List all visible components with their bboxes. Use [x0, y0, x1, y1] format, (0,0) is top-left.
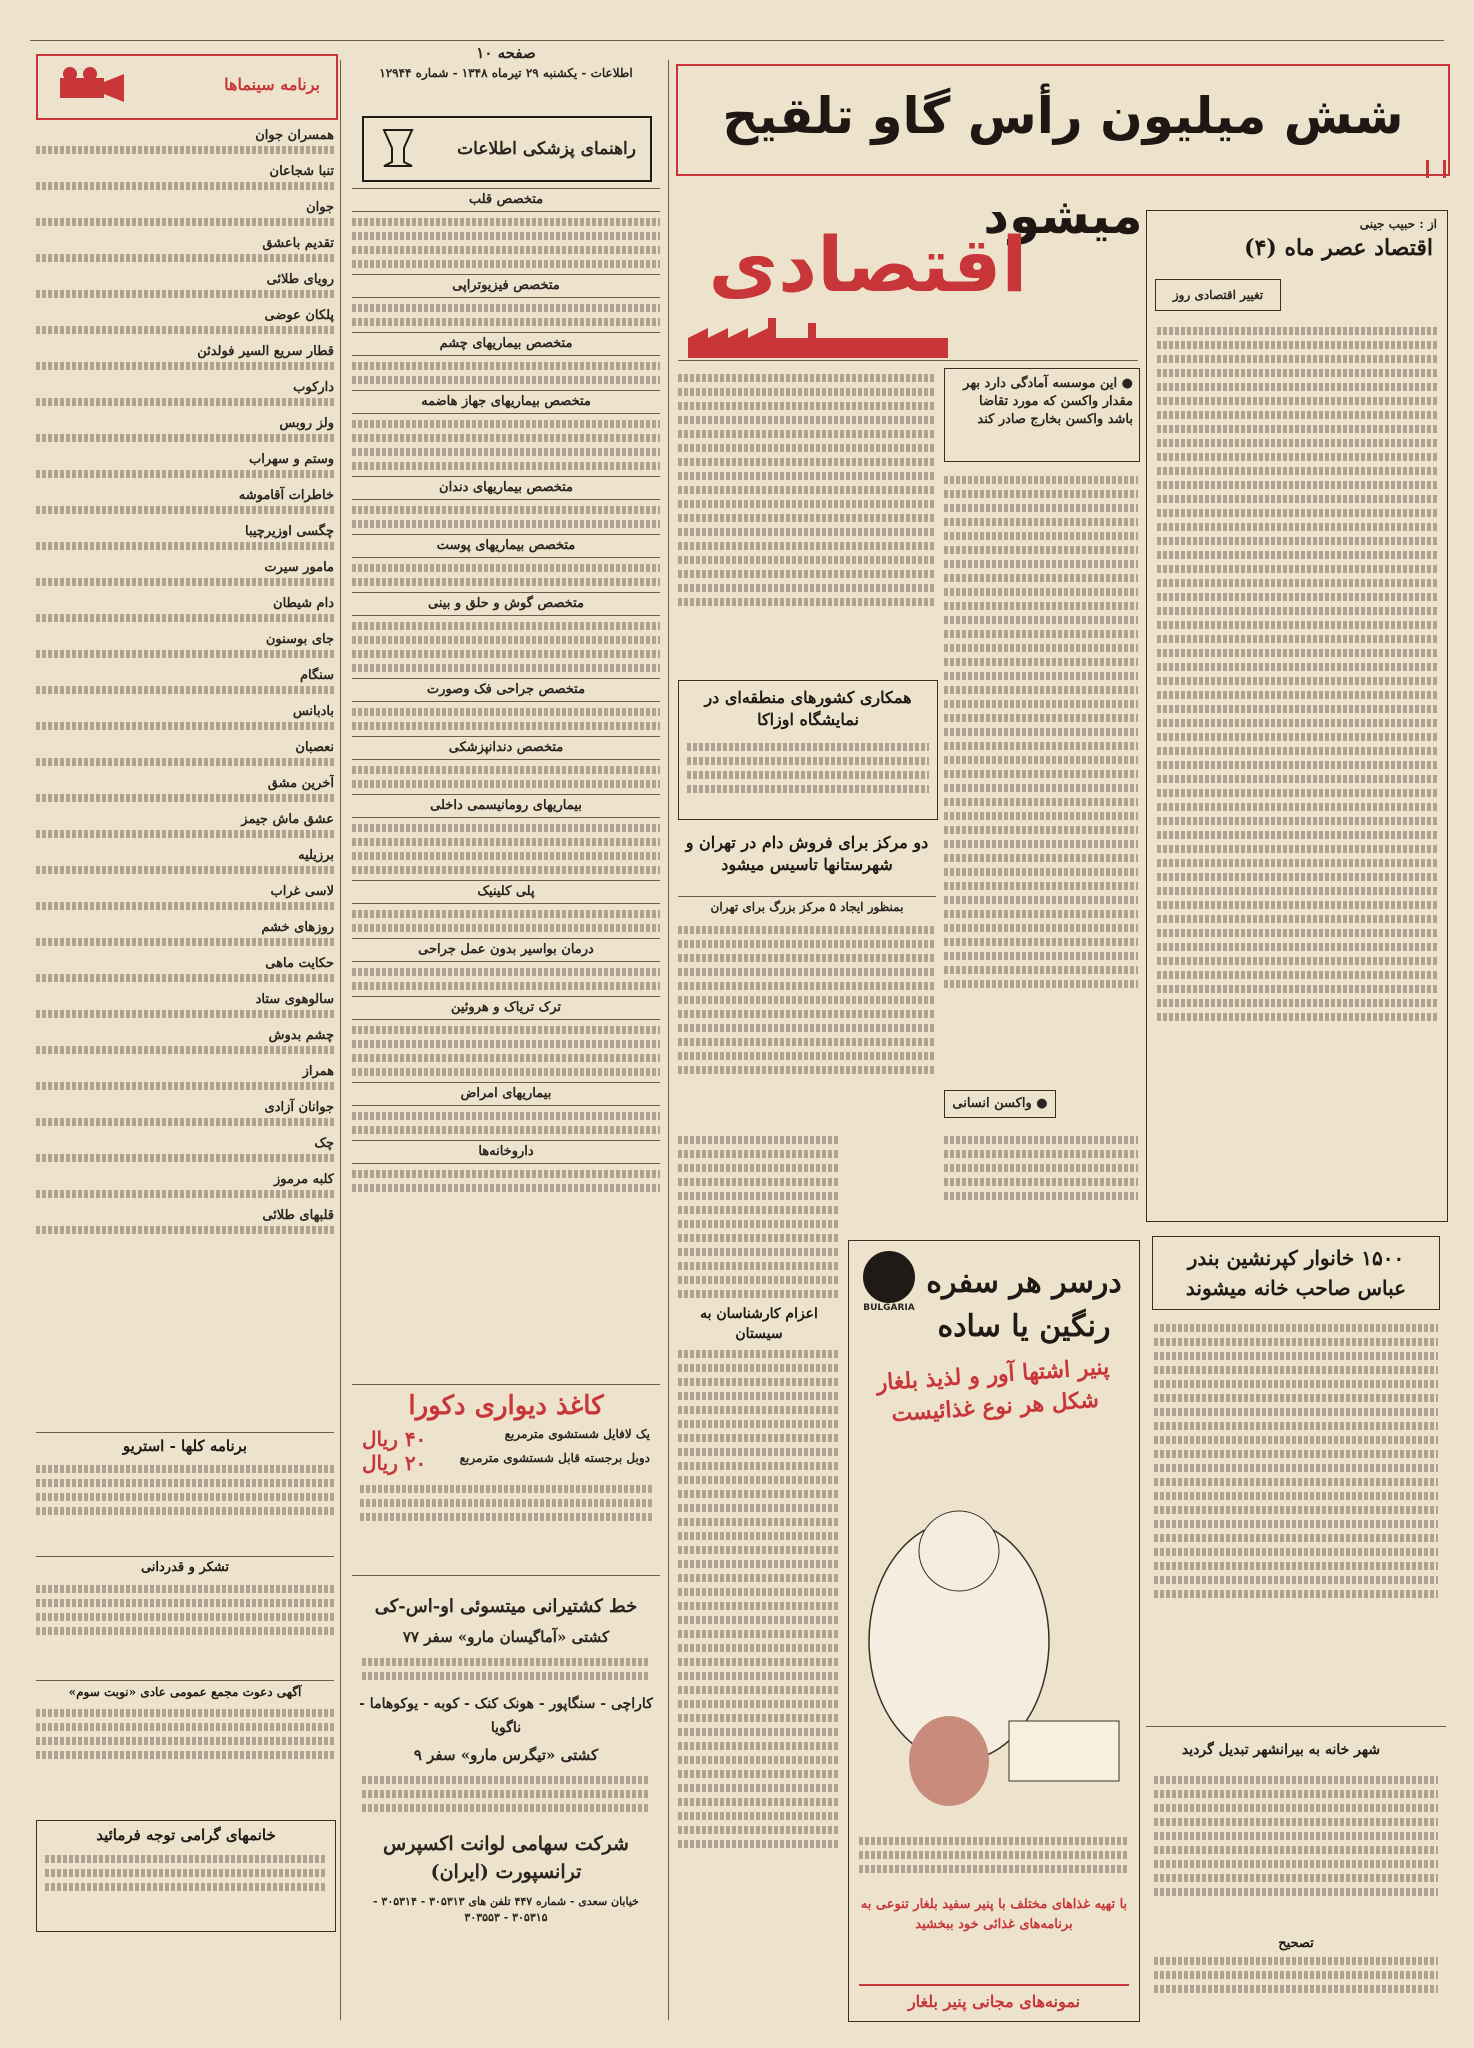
medical-category: داروخانه‌ها [352, 1140, 660, 1164]
film-row [36, 196, 334, 226]
economy-logo-text: اقتصادی [708, 220, 1028, 309]
film-title: نعصبان [295, 740, 334, 755]
medical-entry [352, 622, 660, 672]
wallpaper-line2: دوبل برجسته قابل شستشوی مترمربع [459, 1451, 650, 1465]
film-row [36, 1060, 334, 1090]
medical-category: متخصص قلب [352, 188, 660, 212]
film-row [36, 1168, 334, 1198]
cinema-logo-box [36, 54, 338, 120]
film-row [36, 1024, 334, 1054]
film-title: همسران جوان [255, 128, 334, 143]
medical-entry [352, 506, 660, 528]
medical-category-list [352, 188, 660, 1192]
film-row [36, 628, 334, 658]
medical-entry [352, 1170, 660, 1192]
film-row [36, 232, 334, 262]
housing-article [1146, 1236, 1446, 1727]
economy-logo [678, 210, 1138, 361]
uzaka-article-box [678, 680, 938, 820]
medical-category: متخصص بیماریهای جهاز هاضمه [352, 390, 660, 414]
radio-body [36, 1459, 334, 1549]
ladies-notice [36, 1820, 336, 1932]
wallpaper-row1 [352, 1427, 660, 1451]
cattle-body [678, 920, 936, 1120]
ins-article [1146, 1736, 1446, 2026]
cheese-copy [859, 1831, 1129, 1891]
cinema-listing [36, 124, 334, 1424]
shipping-body1 [352, 1652, 660, 1692]
medical-entry [352, 824, 660, 874]
medical-category: متخصص بیماریهای چشم [352, 332, 660, 356]
film-title: سنگام [299, 668, 334, 683]
meeting-title: آگهی دعوت مجمع عمومی عادی «نوبت سوم» [68, 1685, 302, 1699]
ladies-title: خانمهای گرامی توجه فرمائید [96, 1826, 276, 1844]
film-row [36, 1204, 334, 1234]
film-title: روزهای خشم [261, 920, 334, 935]
film-title: چک [314, 1136, 334, 1151]
page-label: صفحه ۱۰ [476, 44, 536, 62]
film-row [36, 772, 334, 802]
film-title: جای بوسنون [265, 632, 334, 647]
film-title: جوانان آزادی [264, 1100, 334, 1115]
cheese-brand: BULGARIA [863, 1303, 915, 1313]
film-title: رویای طلائی [266, 272, 334, 287]
shipping-body2 [352, 1770, 660, 1822]
film-title: سالوهوی ستاد [255, 992, 334, 1007]
medical-category: بیماریهای رومانیسمی داخلی [352, 794, 660, 818]
film-row [36, 808, 334, 838]
film-title: پلکان عوضی [264, 308, 334, 323]
column-author: از : حبیب جینی [1359, 217, 1437, 231]
column-subtitle-box [1155, 279, 1281, 311]
housing-body [1146, 1310, 1446, 1666]
correction-body [1146, 1951, 1446, 2001]
film-title: کلبه مرموز [273, 1172, 334, 1187]
medical-entry [352, 362, 660, 384]
meeting-notice [36, 1680, 334, 1801]
film-title: عشق ماش جیمز [241, 812, 334, 827]
cattle-title: دو مرکز برای فروش دام در تهران و شهرستانها تاسیس میشود [685, 833, 929, 874]
medical-logo-box [362, 116, 652, 182]
thanks-title: تشکر و قدردانی [140, 1560, 230, 1575]
shipping-ad [352, 1592, 660, 2020]
film-row [36, 844, 334, 874]
film-row [36, 988, 334, 1018]
ship1: کشتی «آماگیسان مارو» سفر ۷۷ [402, 1628, 610, 1646]
cheese-brand-logo [859, 1251, 919, 1321]
film-row [36, 592, 334, 622]
main-headline: شش میلیون رأس گاو تلقیح میشود [722, 87, 1404, 245]
medical-entry [352, 910, 660, 932]
film-row [36, 880, 334, 910]
film-row [36, 268, 334, 298]
cattle-sub: بمنظور ایجاد ۵ مرکز بزرگ برای تهران [710, 900, 904, 914]
thanks-notice [36, 1556, 334, 1675]
wallpaper-price2: ۲۰ ریال [362, 1451, 427, 1475]
medical-entry [352, 708, 660, 730]
cattle-article-head [678, 826, 936, 897]
medical-entry [352, 1026, 660, 1076]
radio-program [36, 1432, 334, 1553]
ins-title: شهر خانه به بیرانشهر تبدیل گردید [1181, 1742, 1381, 1758]
film-title: چگسی اوزیرچیبا [245, 524, 334, 539]
film-row [36, 376, 334, 406]
radio-title: برنامه کلها - استریو [122, 1437, 248, 1455]
sheep-illustration-icon [859, 1491, 1129, 1821]
film-row [36, 484, 334, 514]
medical-entry [352, 1112, 660, 1134]
film-row [36, 520, 334, 550]
film-row [36, 736, 334, 766]
uzaka-title: همکاری کشورهای منطقه‌ای در نمایشگاه اوزاکا [704, 688, 912, 729]
issue-header [350, 44, 662, 114]
cinema-logo: برنامه سینماها [224, 75, 320, 94]
thanks-body [36, 1579, 334, 1671]
film-row [36, 556, 334, 586]
film-title: خاطرات آقاموشه [238, 488, 334, 503]
cheese-sub: با تهیه غذاهای مختلف با پنیر سفید بلغار تنوعی به برنامه‌های غذائی خود ببخشید [860, 1897, 1128, 1932]
film-row [36, 448, 334, 478]
cheese-slogan: پنیر اشتها آور و لذیذ بلغار شکل هر نوع غذائیست [875, 1353, 1111, 1428]
film-row [36, 124, 334, 154]
medical-category: متخصص جراحی فک وصورت [352, 678, 660, 702]
wallpaper-row2 [352, 1451, 660, 1475]
housing-title: ۱۵۰۰ خانوار کپرنشین بندر عباس صاحب خانه میشوند [1152, 1236, 1440, 1310]
economy-lower-col [944, 1130, 1138, 1240]
ship2: کشتی «تیگرس مارو» سفر ۹ [413, 1746, 599, 1764]
film-row [36, 412, 334, 442]
film-row [36, 304, 334, 334]
factory-icon [688, 318, 948, 358]
film-title: برزیلیه [298, 848, 334, 863]
film-title: بادبانس [292, 704, 334, 719]
medical-logo: راهنمای پزشکی اطلاعات [457, 139, 636, 159]
medical-category: متخصص گوش و حلق و بینی [352, 592, 660, 616]
uzaka-body [679, 737, 937, 797]
economy-article-col1 [944, 470, 1138, 1120]
film-row [36, 952, 334, 982]
medical-cup-icon [378, 126, 418, 170]
film-row [36, 664, 334, 694]
medical-entry [352, 968, 660, 990]
medical-entry [352, 420, 660, 470]
economy-column-box [1146, 210, 1448, 1222]
film-row [36, 916, 334, 946]
film-list [36, 124, 334, 1234]
film-title: جوان [306, 200, 334, 215]
ladies-body [37, 1849, 335, 1921]
vaccine-subhead-box [944, 1090, 1056, 1118]
kerman-title: اعزام کارشناسان به سیستان [700, 1306, 818, 1342]
cheese-footer: نمونه‌های مجانی پنیر بلغار [859, 1984, 1129, 2011]
film-row [36, 700, 334, 730]
issue-line: اطلاعات - یکشنبه ۲۹ تیرماه ۱۳۴۸ - شماره ۱۲۹۴۴ [379, 66, 633, 80]
film-title: ولز روبس [279, 416, 334, 431]
medical-category: متخصص فیزیوتراپی [352, 274, 660, 298]
medical-entry [352, 564, 660, 586]
film-title: دارکوب [293, 380, 334, 395]
film-title: وستم و سهراب [249, 452, 334, 467]
film-title: آخرین مشق [267, 776, 334, 791]
wallpaper-line1: یک لافایل شستشوی مترمربع [504, 1427, 650, 1441]
medical-category: متخصص بیماریهای پوست [352, 534, 660, 558]
shipping-title: خط کشتیرانی میتسوئی او-اس-کی [374, 1596, 638, 1617]
vaccine-subhead: ● واکسن انسانی [952, 1096, 1048, 1111]
film-title: تقدیم باعشق [262, 236, 334, 251]
headline-ornament [1426, 160, 1446, 178]
column-subtitle: تغییر اقتصادی روز [1172, 288, 1264, 302]
film-row [36, 160, 334, 190]
correction-title: تصحیح [1278, 1936, 1314, 1951]
shipping-ports: کاراچی - سنگاپور - هونک کنک - کوبه - یوکوهاما - ناگویا [359, 1696, 653, 1736]
film-title: مامور سیرت [264, 560, 334, 575]
meeting-body [36, 1703, 334, 1795]
vaccine-lead-text: ● این موسسه آمادگی دارد بهر مقدار واکسن که مورد تقاضا باشد واکسن بخارج صادر کند [963, 376, 1133, 427]
medical-category: بیماریهای امراض [352, 1082, 660, 1106]
film-title: دام شیطان [273, 596, 334, 611]
film-title: همراز [302, 1064, 334, 1079]
medical-entry [352, 766, 660, 788]
medical-entry [352, 218, 660, 268]
film-row [36, 1132, 334, 1162]
film-title: لاسی غراب [270, 884, 334, 899]
cheese-ad [848, 1240, 1140, 2022]
wallpaper-ad [352, 1384, 660, 1576]
cheese-title: درسر هر سفره رنگین یا ساده [926, 1265, 1122, 1344]
film-title: تنبا شجاعان [269, 164, 334, 179]
ins-body [1146, 1764, 1446, 1936]
film-title: حکایت ماهی [265, 956, 334, 971]
medical-category: ترک تریاک و هروئین [352, 996, 660, 1020]
shipping-agent: شرکت سهامی لوانت اکسپرس ترانسپورت (ایران) [383, 1833, 629, 1883]
medical-category: پلی کلینیک [352, 880, 660, 904]
film-row [36, 340, 334, 370]
medical-category: متخصص دندانپزشکی [352, 736, 660, 760]
shipping-addr: خیابان سعدی - شماره ۴۴۷ تلفن های ۳۰۵۳۱۳ - ۳۰۵۳۱۴ - ۳۰۵۳۱۵ - ۳۰۳۵۵۳ [373, 1895, 639, 1924]
medical-category: متخصص بیماریهای دندان [352, 476, 660, 500]
wallpaper-title: کاغذ دیواری دکورا [408, 1391, 604, 1421]
medical-category: درمان بواسیر بدون عمل جراحی [352, 938, 660, 962]
medical-entry [352, 304, 660, 326]
kerman-col [678, 1130, 840, 2010]
column-title: اقتصاد عصر ماه (۴) [1244, 235, 1433, 261]
film-camera-icon [50, 66, 130, 106]
film-title: چشم بدوش [268, 1028, 334, 1043]
film-row [36, 1096, 334, 1126]
column-body [1157, 321, 1439, 1201]
vaccine-lead-box [944, 368, 1140, 462]
bulgaria-emblem-icon [863, 1251, 915, 1303]
wallpaper-price1: ۴۰ ریال [362, 1427, 427, 1451]
wallpaper-body [352, 1475, 660, 1533]
medical-listing [352, 184, 660, 1370]
film-title: قطار سریع السیر فولدئن [197, 344, 334, 359]
film-title: قلبهای طلائی [262, 1208, 334, 1223]
economy-article-col2 [678, 368, 936, 668]
